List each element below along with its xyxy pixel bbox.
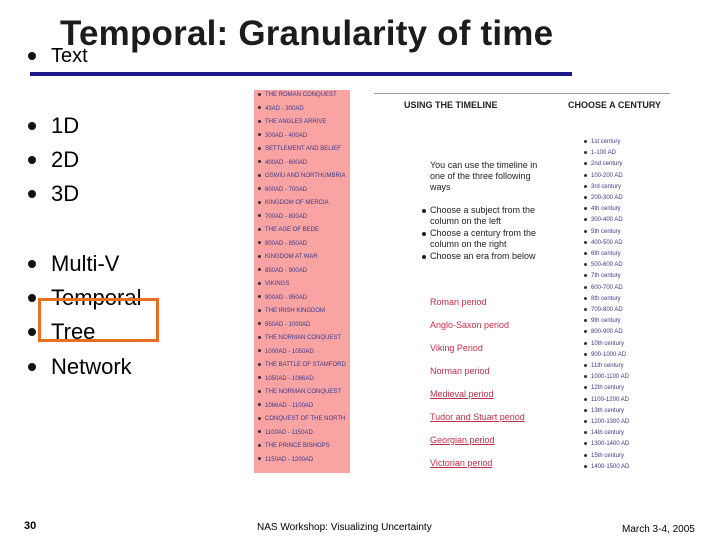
footer-date: March 3-4, 2005 bbox=[622, 524, 695, 535]
subject-label: 700AD - 800AD bbox=[265, 213, 308, 220]
way-item bbox=[422, 228, 552, 250]
subject-label: THE NORMAN CONQUEST bbox=[265, 389, 342, 395]
subject-link[interactable] bbox=[258, 160, 307, 167]
subject-bullet bbox=[258, 241, 261, 244]
bullet-3d bbox=[28, 183, 79, 205]
subject-link[interactable] bbox=[258, 241, 307, 248]
subject-bullet bbox=[258, 322, 261, 325]
century-label: 3rd century bbox=[591, 183, 622, 190]
page-number: 30 bbox=[24, 520, 37, 532]
subject-link[interactable] bbox=[258, 349, 314, 356]
subject-bullet bbox=[258, 336, 261, 339]
bullet-dot bbox=[28, 190, 36, 198]
header-using-timeline: USING THE TIMELINE bbox=[404, 100, 498, 110]
bullet-label: 1D bbox=[51, 113, 80, 138]
subject-link[interactable] bbox=[258, 416, 345, 423]
bullet-text bbox=[28, 46, 88, 66]
subject-link[interactable] bbox=[258, 322, 310, 329]
period-link-medieval[interactable]: Medieval period bbox=[430, 389, 494, 399]
subject-label: SETTLEMENT AND BELIEF bbox=[265, 146, 341, 152]
century-link[interactable] bbox=[584, 205, 621, 213]
period-link-tudor-stuart[interactable]: Tudor and Stuart period bbox=[430, 412, 525, 422]
century-label: 11th century bbox=[591, 363, 624, 369]
subject-label: 800AD - 850AD bbox=[265, 240, 308, 247]
bullet-label: Text bbox=[51, 45, 88, 67]
century-label: 500-600 AD bbox=[591, 262, 623, 269]
subject-column bbox=[254, 90, 350, 473]
bullet-dot bbox=[28, 328, 36, 336]
century-label: 600-700 AD bbox=[591, 284, 623, 291]
century-label: 12th century bbox=[591, 385, 625, 392]
century-link[interactable] bbox=[584, 373, 629, 381]
subject-link[interactable] bbox=[258, 308, 325, 315]
century-bullet bbox=[584, 297, 587, 300]
footer-text: NAS Workshop: Visualizing Uncertainty bbox=[257, 522, 432, 533]
subject-bullet bbox=[258, 268, 261, 271]
century-link[interactable] bbox=[584, 183, 621, 191]
century-label: 15th century bbox=[591, 452, 625, 459]
century-bullet bbox=[584, 230, 587, 233]
century-link[interactable] bbox=[584, 396, 629, 404]
bullet-dot bbox=[28, 156, 36, 164]
subject-link[interactable] bbox=[258, 119, 326, 126]
subject-bullet bbox=[258, 93, 261, 96]
century-link[interactable] bbox=[584, 239, 623, 247]
century-bullet bbox=[584, 218, 587, 221]
century-link[interactable] bbox=[584, 250, 621, 258]
subject-label: 850AD - 900AD bbox=[265, 267, 308, 274]
subject-label: 600AD - 700AD bbox=[265, 186, 308, 193]
subject-bullet bbox=[258, 349, 261, 352]
subject-bullet bbox=[258, 390, 261, 393]
subject-label: THE ANGLES ARRIVE bbox=[265, 119, 327, 125]
way-bullet bbox=[422, 255, 426, 259]
bullet-dot bbox=[28, 294, 36, 302]
header-rule bbox=[374, 93, 670, 94]
bullet-label: Network bbox=[51, 354, 132, 379]
century-link[interactable] bbox=[584, 284, 623, 292]
subject-label: 1050AD - 1066AD bbox=[265, 375, 314, 382]
century-label: 1200-1300 AD bbox=[591, 419, 630, 425]
century-link[interactable] bbox=[584, 429, 624, 437]
bullet-label: Multi-V bbox=[51, 251, 120, 276]
subject-link[interactable] bbox=[258, 430, 313, 437]
subject-bullet bbox=[258, 444, 261, 447]
century-label: 1st century bbox=[591, 139, 621, 145]
century-bullet bbox=[584, 274, 587, 277]
bullet-label: 3D bbox=[51, 181, 80, 206]
subject-bullet bbox=[258, 282, 261, 285]
century-label: 100-200 AD bbox=[591, 172, 623, 179]
century-label: 4th century bbox=[591, 206, 621, 213]
subject-link[interactable] bbox=[258, 335, 341, 342]
subject-link[interactable] bbox=[258, 389, 341, 396]
century-bullet bbox=[584, 263, 587, 266]
century-link[interactable] bbox=[584, 384, 624, 392]
century-link[interactable] bbox=[584, 407, 624, 415]
century-bullet bbox=[584, 386, 587, 389]
century-link[interactable] bbox=[584, 317, 621, 325]
slide-title: Temporal: Granularity of time bbox=[60, 14, 554, 53]
century-bullet bbox=[584, 241, 587, 244]
subject-label: THE AGE OF BEDE bbox=[265, 227, 320, 233]
subject-link[interactable] bbox=[258, 376, 314, 383]
subject-bullet bbox=[258, 417, 261, 420]
period-link-norman[interactable]: Norman period bbox=[430, 366, 490, 376]
subject-label: THE BATTLE OF STAMFORD bbox=[265, 362, 346, 368]
subject-label: 1100AD - 1150AD bbox=[265, 429, 313, 436]
century-label: 5th century bbox=[591, 228, 621, 235]
subject-link[interactable] bbox=[258, 227, 319, 234]
century-link[interactable] bbox=[584, 194, 623, 202]
subject-bullet bbox=[258, 160, 261, 163]
subject-label: 43AD - 300AD bbox=[265, 105, 304, 112]
subject-label: 1066AD - 1100AD bbox=[265, 402, 314, 409]
subject-label: 1000AD - 1050AD bbox=[265, 348, 314, 355]
subject-label: CONQUEST OF THE NORTH bbox=[265, 416, 346, 422]
century-label: 700-800 AD bbox=[591, 307, 623, 313]
way-bullet bbox=[422, 209, 426, 213]
subject-link[interactable] bbox=[258, 295, 307, 302]
subject-label: 1150AD - 1200AD bbox=[265, 456, 314, 463]
century-label: 10th century bbox=[591, 340, 625, 347]
century-label: 14th century bbox=[591, 430, 625, 437]
subject-link[interactable] bbox=[258, 254, 318, 261]
subject-label: 900AD - 950AD bbox=[265, 294, 308, 301]
century-bullet bbox=[584, 342, 587, 345]
century-label: 1000-1100 AD bbox=[591, 374, 629, 381]
subject-label: 950AD - 1000AD bbox=[265, 321, 311, 328]
subject-label: 300AD - 400AD bbox=[265, 132, 308, 139]
century-bullet bbox=[584, 207, 587, 210]
century-link[interactable] bbox=[584, 160, 622, 168]
way-item bbox=[422, 205, 552, 227]
bullet-multi-v bbox=[28, 253, 119, 275]
century-bullet bbox=[584, 398, 587, 401]
century-label: 6th century bbox=[591, 251, 621, 257]
subject-link[interactable] bbox=[258, 133, 307, 140]
century-bullet bbox=[584, 196, 587, 199]
subject-link[interactable] bbox=[258, 173, 346, 180]
century-label: 9th century bbox=[591, 318, 621, 325]
subject-bullet bbox=[258, 228, 261, 231]
title-underline bbox=[30, 72, 572, 76]
way-item bbox=[422, 251, 562, 262]
way-text: Choose a century from the column on the right bbox=[430, 228, 537, 249]
bullet-label: Tree bbox=[51, 319, 96, 344]
century-bullet bbox=[584, 465, 587, 468]
century-link[interactable] bbox=[584, 216, 623, 224]
header-choose-century: CHOOSE A CENTURY bbox=[568, 100, 662, 110]
century-label: 300-400 AD bbox=[591, 217, 623, 224]
subject-link[interactable] bbox=[258, 443, 330, 450]
subject-bullet bbox=[258, 457, 261, 460]
century-link[interactable] bbox=[584, 172, 623, 180]
century-bullet bbox=[584, 431, 587, 434]
century-bullet bbox=[584, 330, 587, 333]
century-bullet bbox=[584, 140, 587, 143]
subject-label: THE NORMAN CONQUEST bbox=[265, 335, 342, 341]
subject-link[interactable] bbox=[258, 187, 307, 194]
century-link[interactable] bbox=[584, 463, 629, 471]
subject-bullet bbox=[258, 201, 261, 204]
subject-link[interactable] bbox=[258, 106, 304, 113]
century-label: 200-300 AD bbox=[591, 195, 623, 201]
century-link[interactable] bbox=[584, 261, 623, 269]
subject-link[interactable] bbox=[258, 403, 313, 410]
century-link[interactable] bbox=[584, 328, 623, 336]
subject-bullet bbox=[258, 174, 261, 177]
subject-bullet bbox=[258, 106, 261, 109]
century-label: 1300-1400 AD bbox=[591, 441, 630, 448]
way-text: Choose a subject from the column on the left bbox=[430, 205, 536, 226]
century-link[interactable] bbox=[584, 351, 626, 359]
subject-link[interactable] bbox=[258, 200, 329, 207]
century-bullet bbox=[584, 252, 587, 255]
century-bullet bbox=[584, 375, 587, 378]
bullet-network bbox=[28, 356, 132, 378]
subject-link[interactable] bbox=[258, 146, 341, 153]
bullet-2d bbox=[28, 149, 79, 171]
century-label: 1100-1200 AD bbox=[591, 396, 629, 403]
bullet-dot bbox=[28, 260, 36, 268]
century-label: 13th century bbox=[591, 407, 625, 414]
century-link[interactable] bbox=[584, 440, 629, 448]
way-text: Choose an era from below bbox=[430, 251, 536, 261]
subject-link[interactable] bbox=[258, 457, 313, 464]
century-bullet bbox=[584, 364, 587, 367]
subject-bullet bbox=[258, 255, 261, 258]
subject-bullet bbox=[258, 309, 261, 312]
century-bullet bbox=[584, 308, 587, 311]
century-link[interactable] bbox=[584, 149, 616, 157]
century-label: 800-900 AD bbox=[591, 329, 623, 336]
bullet-label: Temporal bbox=[51, 285, 142, 310]
century-bullet bbox=[584, 442, 587, 445]
century-link[interactable] bbox=[584, 272, 621, 280]
bullet-label: 2D bbox=[51, 147, 80, 172]
bullet-dot bbox=[28, 363, 36, 371]
subject-link[interactable] bbox=[258, 214, 307, 221]
century-bullet bbox=[584, 286, 587, 289]
subject-label: KINGDOM OF MERCIA bbox=[265, 200, 329, 206]
subject-link[interactable] bbox=[258, 92, 337, 99]
subject-bullet bbox=[258, 376, 261, 379]
bullet-dot bbox=[28, 52, 36, 60]
century-bullet bbox=[584, 409, 587, 412]
century-bullet bbox=[584, 454, 587, 457]
century-link[interactable] bbox=[584, 306, 623, 314]
bullet-dot bbox=[28, 122, 36, 130]
century-bullet bbox=[584, 319, 587, 322]
subject-link[interactable] bbox=[258, 268, 307, 275]
way-bullet bbox=[422, 232, 426, 236]
century-label: 400-500 AD bbox=[591, 239, 623, 246]
subject-label: THE ROMAN CONQUEST bbox=[265, 92, 337, 98]
subject-label: KINGDOM AT WAR bbox=[265, 254, 318, 260]
timeline-screenshot bbox=[254, 90, 672, 473]
century-link[interactable] bbox=[584, 138, 620, 146]
subject-label: VIKINGS bbox=[265, 281, 290, 287]
subject-bullet bbox=[258, 120, 261, 123]
century-label: 1400-1500 AD bbox=[591, 463, 630, 470]
subject-bullet bbox=[258, 403, 261, 406]
century-label: 1-100 AD bbox=[591, 150, 617, 157]
subject-link[interactable] bbox=[258, 362, 346, 369]
century-bullet bbox=[584, 353, 587, 356]
subject-bullet bbox=[258, 147, 261, 150]
century-link[interactable] bbox=[584, 362, 624, 370]
century-bullet bbox=[584, 162, 587, 165]
timeline-intro: You can use the timeline in one of the three following ways bbox=[430, 160, 538, 192]
bullet-1d bbox=[28, 115, 79, 137]
period-link-georgian[interactable]: Georgian period bbox=[430, 435, 495, 445]
subject-label: THE PRINCE BISHOPS bbox=[265, 443, 330, 449]
tree-highlight-box bbox=[38, 298, 159, 342]
century-label: 7th century bbox=[591, 273, 621, 280]
century-bullet bbox=[584, 420, 587, 423]
century-link[interactable] bbox=[584, 340, 624, 348]
century-bullet bbox=[584, 185, 587, 188]
period-link-viking[interactable]: Viking Period bbox=[430, 343, 483, 353]
subject-bullet bbox=[258, 214, 261, 217]
century-label: 2nd century bbox=[591, 161, 623, 168]
subject-bullet bbox=[258, 295, 261, 298]
period-link-anglo-saxon[interactable]: Anglo-Saxon period bbox=[430, 320, 510, 330]
period-link-roman[interactable]: Roman period bbox=[430, 297, 487, 307]
subject-bullet bbox=[258, 133, 261, 136]
subject-bullet bbox=[258, 430, 261, 433]
subject-label: THE IRISH KINGDOM bbox=[265, 308, 326, 314]
century-label: 8th century bbox=[591, 295, 621, 302]
century-link[interactable] bbox=[584, 228, 621, 236]
century-bullet bbox=[584, 174, 587, 177]
subject-bullet bbox=[258, 187, 261, 190]
subject-link[interactable] bbox=[258, 281, 289, 288]
century-link[interactable] bbox=[584, 452, 624, 460]
century-link[interactable] bbox=[584, 418, 629, 426]
period-link-victorian[interactable]: Victorian period bbox=[430, 458, 493, 468]
subject-label: OSWIU AND NORTHUMBRIA bbox=[265, 173, 346, 179]
subject-bullet bbox=[258, 363, 261, 366]
subject-label: 400AD - 600AD bbox=[265, 159, 308, 166]
century-bullet bbox=[584, 151, 587, 154]
century-link[interactable] bbox=[584, 295, 621, 303]
century-label: 900-1000 AD bbox=[591, 351, 627, 358]
